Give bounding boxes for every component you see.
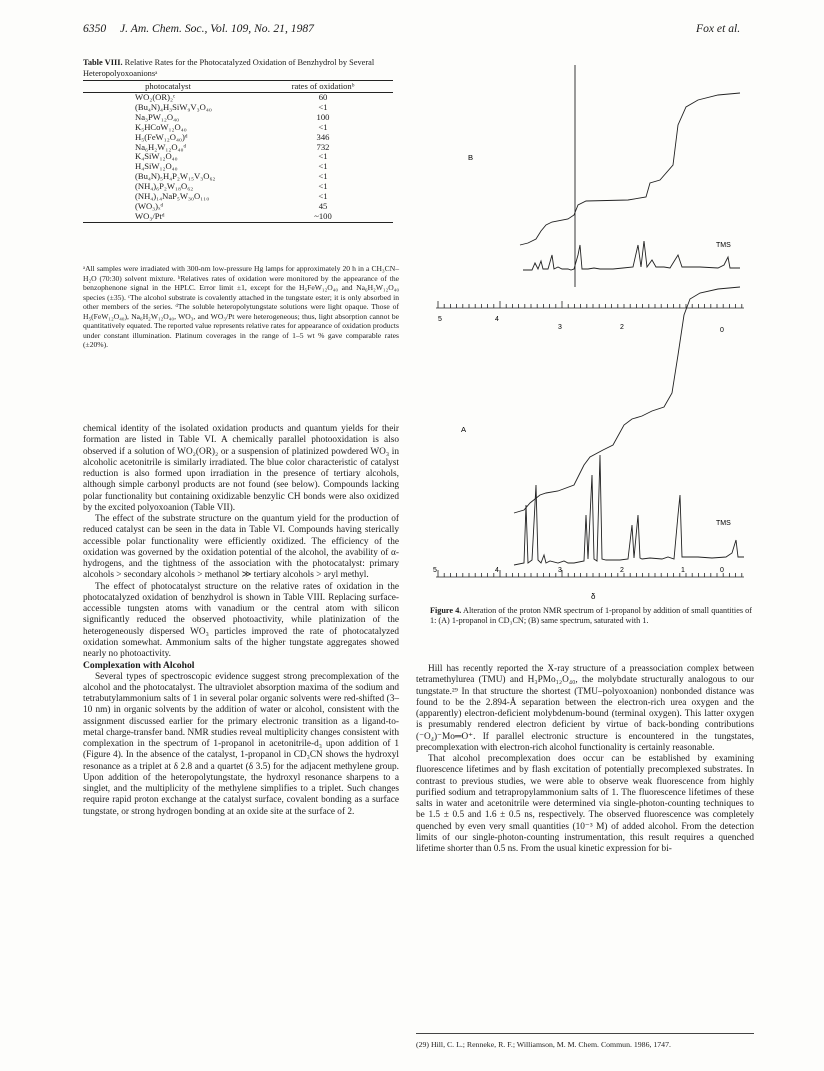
catalyst-cell: (NH₄)₁₄NaP₅W₃₀O₁₁₀ [135,191,210,202]
catalyst-cell: (Bu₄N)₅H₄P₂W₁₅V₃O₆₂ [135,171,216,182]
tms-label-a: TMS [716,520,731,527]
table-row [83,103,393,113]
table-number: Table VIII. [83,58,123,67]
rate-cell: 100 [316,111,330,122]
paragraph: chemical identity of the isolated oxidation products and quantum yields for their formation are listed in Table VI. A chemically parallel photooxidation is also observed if a solution of WO₂(OR)₂ or a suspension of platinized powdered WO₃ in alcoholic acetonitrile is similarly irradiated. The blue color characteristic of catalyst reduction is also formed upon irradiation in the presence of tertiary alcohols, although simple carbonyl products are not found (see below). Compounds lacking polar functionality but containing oxidizable benzylic CH bonds were also oxidized by the excited polyoxoanion (Table VII). [83,424,399,513]
reference-footnote: (29) Hill, C. L.; Renneke, R. F.; Williamson, M. M. Chem. Commun. 1986, 1747. [416,1033,754,1050]
bottom-ppm-ruler [436,570,744,577]
table-row [83,172,393,182]
table-footnote: ᵃAll samples were irradiated with 300-nm low-pressure Hg lamps for approximately 20 h in a CH₃CN–H₂O (70:30) solvent mixture. ᵇRelatives rates of oxidation were monitored by the appearance of the benzophenone signal in the HPLC. Error limit ±1, except for the H₅FeW₁₂O₄₀ and Na₆H₂W₁₂O₄₀ species (±35). ᶜThe alcohol substrate is covalently attached in the tungstate ester; it is only absorbed in other members of the series. ᵈThe soluble heteropolytungstate solutions were light opaque. Those of H₅(FeW₁₂O₄₀), Na₆H₂W₁₂O₄₀, WO₃, and WO₃/Pt were heterogeneous; thus, light absorption cannot be quantitatively equated. The reported value represents relative rates for appearance of oxidation products under constant illumination. Platinum coverages in the range of 1–5 wt % gave comparable rates (±20%). [83,264,399,349]
figure-caption-text: Alteration of the proton NMR spectrum of 1-propanol by addition of small quantities of 1: (A) 1-propanol in CD₃CN; (B) same spectrum, saturated with 1. [430,606,752,626]
rate-cell: <1 [318,161,328,172]
spectrum-a [514,287,744,565]
nmr-figure [428,55,758,603]
paragraph: The effect of photocatalyst structure on the relative rates of oxidation in the photocatalyzed oxidation of benzhydrol is shown in Table VIII. Replacing surface-accessible tungsten atoms with vanadium or the central atom with silicon significantly reduced the observed photoactivity, while platinization of the heterogeneously dispersed WO₃ particles improved the rate of photocatalyzed oxidation somewhat. Ammonium salts of the higher tungstate aggregates showed nearly no photoactivity. [83,581,399,659]
left-column [83,424,399,818]
bottom-ppm-labels [433,567,724,574]
rate-cell: <1 [318,121,328,132]
spectrum-b-integral [520,93,740,245]
rate-cell: <1 [318,171,328,182]
table-row [83,123,393,133]
spectrum-b-trace [523,241,740,270]
catalyst-cell: (NH₄)₆P₂W₁₈O₆₂ [135,181,194,192]
col-header-catalyst: photocatalyst [83,81,253,93]
running-authors: Fox et al. [696,22,741,35]
table-row [83,202,393,212]
tick-label: 1 [681,567,685,574]
paragraph: Hill has recently reported the X-ray structure of a preassociation complex between tetramethylurea (TMU) and H₃PMo₁₂O₄₀, the molybdate structurally analogous to our tungstate.²⁹ In that structure the shortest (TMU–polyoxoanion) nonbonded distance was found to be the 2.894-Å separation between the electron-rich urea oxygen and the (apparently) electron-deficient molybdenum-bound (terminal oxygen). This latter oxygen is presumably rendered electron deficient by virtue of back-bonding contributions (⁻O₄)⁻Mo═O⁺. If parallel electronic structure is encountered in the tungstates, precomplexation with electron-rich alcohol functionality is certainly reasonable. [416,664,754,753]
rate-cell: 346 [316,131,330,142]
tick-label: 5 [438,316,442,323]
col-header-rates: rates of oxidationᵇ [253,81,393,93]
table-title [83,58,398,79]
catalyst-cell: (Bu₄N)₄H₃SiW₉V₃O₄₀ [135,101,212,112]
catalyst-cell: H₅(FeW₁₂O₄₀)ᵈ [135,131,188,142]
table-row [83,93,393,103]
spectrum-a-trace [514,455,744,565]
tick-label: 3 [558,324,562,331]
spectrum-b-label: B [468,153,474,162]
spectrum-b [520,65,740,287]
catalyst-cell: H₄SiW₁₂O₄₀ [135,161,178,172]
tick-label: 2 [620,567,624,574]
page-number: 6350 [83,22,107,35]
journal-header: J. Am. Chem. Soc., Vol. 109, No. 21, 1987 [120,22,314,35]
rate-cell: 60 [318,92,328,102]
catalyst-cell: Na₃PW₁₂O₄₀ [135,111,180,122]
table-row [83,192,393,202]
delta-axis-label: δ [591,592,596,601]
spectrum-a-label: A [461,425,467,434]
table-row [83,212,393,222]
rate-cell: ~100 [253,212,393,222]
table-row [83,182,393,192]
table-row [83,162,393,172]
paragraph: Several types of spectroscopic evidence suggest strong precomplexation of the alcohol and the photocatalyst. The ultraviolet absorption maxima of the sodium and tetrabutylammonium salts of 1 in several polar organic solvents were red-shifted (3–10 nm) in organic solvents by the addition of water or alcohol, consistent with the assignment discussed earlier for the primary electronic transition as a ligand-to-metal charge-transfer band. NMR studies reveal multiplicity changes consistent with complexation in the spectrum of 1-propanol in acetonitrile-d₃ upon addition of 1 (Figure 4). In the absence of the catalyst, 1-propanol in CD₃CN shows the hydroxyl resonance as a triplet at δ 2.8 and a quartet (δ 3.5) for the adjacent methylene group. Upon addition of the heteropolytungstate, the hydroxyl resonance sharpens to a singlet, and the multiplicity of the methylene simplifies to a triplet. Such changes require rapid proton exchange at the catalyst surface, covalent bonding as a surface tungstate, or strong hydrogen bonding at an oxide site at the surface of 2. [83,671,399,817]
tick-label: 4 [495,567,499,574]
table-row [83,152,393,162]
table-row [83,113,393,123]
catalyst-cell: WO₃/Ptᵈ [83,212,253,222]
rate-cell: <1 [318,101,328,112]
figure-caption [430,606,752,626]
rate-cell: <1 [318,191,328,202]
tick-label: 0 [720,567,724,574]
rate-cell: 732 [316,141,330,152]
catalyst-cell: Na₆H₂W₁₂O₄₀ᵈ [135,141,187,152]
paragraph: The effect of the substrate structure on the quantum yield for the production of reduced catalyst can be seen in the data in Table VI. Compounds having sterically accessible polar functionality were efficiently oxidized. The efficiency of the oxidation was governed by the oxidation potential of the alcohol, the avability of α-hydrogens, and the tightness of the association with the photocatalyst: primary alcohols > secondary alcohols > methanol ≫ tertiary alcohols > aryl methyl. [83,514,399,581]
tms-label-b: TMS [716,242,731,249]
rate-cell: <1 [318,181,328,192]
tick-label: 2 [620,324,624,331]
section-heading: Complexation with Alcohol [83,660,195,672]
rate-cell: <1 [318,151,328,162]
catalyst-cell: (WO₃)ₓᵈ [135,200,164,211]
top-ppm-ruler [436,301,744,308]
catalyst-cell: K₅HCoW₁₂O₄₀ [135,121,187,132]
catalyst-cell: WO₂(OR)₂ᶜ [135,92,176,102]
table-row [83,143,393,153]
figure-number: Figure 4. [430,606,462,615]
paragraph: That alcohol precomplexation does occur can be established by examining fluorescence lifetimes and by flash excitation of potentially precomplexed substrates. In contrast to previous studies, we were able to observe weak fluorescence from highly purified sodium and tetrapropylammonium salts of 1. The fluorescence lifetimes of these salts in water and acetonitrile were determined via single-photon-counting techniques to be 1.5 ± 0.5 and 1.6 ± 0.5 ns, respectively. The observed fluorescence was completely quenched by even very small quantities (10⁻³ M) of added alcohol. From the detection limits of our single-photon-counting instrumentation, this result requires a quenched lifetime shorter than 0.5 ns. From the usual kinetic expression for bi- [416,754,754,854]
right-column [416,664,754,855]
rate-cell: 45 [318,200,328,211]
table-row [83,133,393,143]
table-caption: Relative Rates for the Photocatalyzed Oxidation of Benzhydrol by Several Heteropolyoxoanionsᵃ [83,58,375,78]
top-ppm-labels [438,316,724,334]
tick-label: 3 [558,567,562,574]
photocatalyst-table [83,80,393,223]
tick-label: 5 [433,567,437,574]
tick-label: 4 [495,316,499,323]
tick-label: 0 [720,327,724,334]
spectrum-a-integral [514,287,740,513]
catalyst-cell: K₄SiW₁₂O₄₀ [135,151,178,162]
